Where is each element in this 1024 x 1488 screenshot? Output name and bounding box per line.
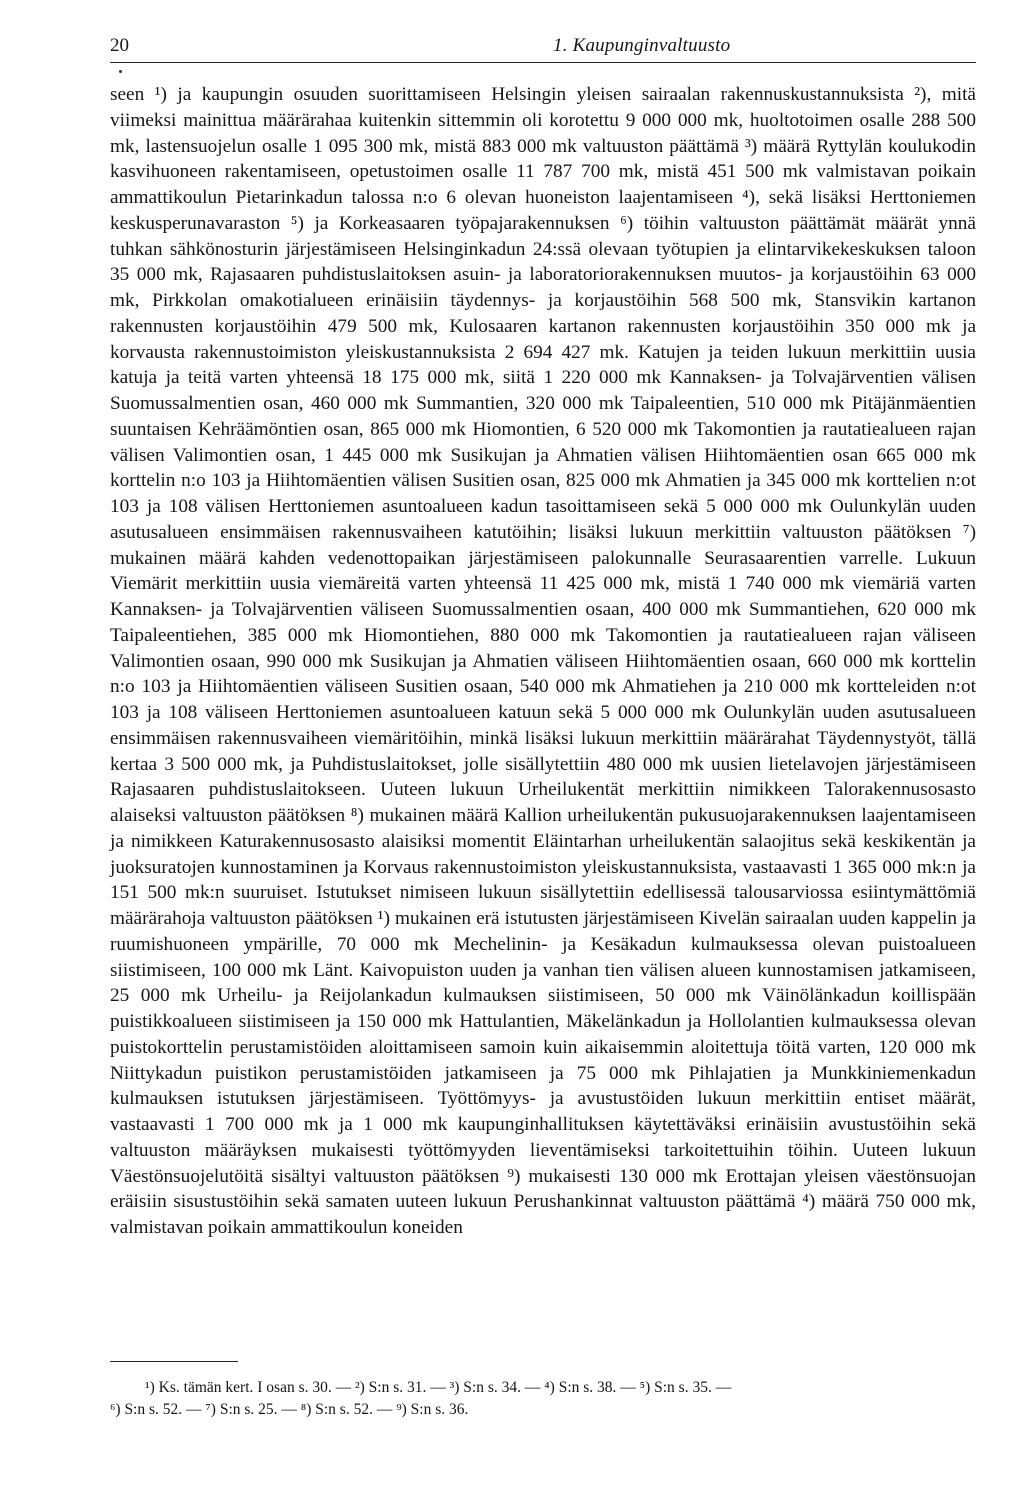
stray-ink-mark (119, 70, 122, 73)
footnote-line-2: ⁶) S:n s. 52. — ⁷) S:n s. 25. — ⁸) S:n s. 52. — ⁹) S:n s. 36. (110, 1401, 469, 1418)
page-number: 20 (110, 35, 129, 56)
running-head: 1. Kaupunginvaltuusto (553, 35, 731, 56)
footnote-divider (110, 1361, 238, 1362)
body-text (110, 82, 976, 1241)
footnote-line-1: ¹) Ks. tämän kert. I osan s. 30. — ²) S:n s. 31. — ³) S:n s. 34. — ⁴) S:n s. 38. — ⁵) S:n s. 35. — (145, 1379, 732, 1396)
body-paragraph: seen ¹) ja kaupungin osuuden suorittamiseen Helsingin yleisen sairaalan rakennuskustannuksista ²), mitä viimeksi mainittua määrärahaa kuitenkin sittemmin oli korotettu 9 000 000 mk, huoltotoimen osalle 288 500 mk, lastensuojelun osalle 1 095 300 mk, mistä 883 000 mk valtuuston päättämä ³) määrä Ryttylän koulukodin kasvihuoneen rakentamiseen, opetustoimen osalle 11 787 700 mk, mistä 451 500 mk valmistavan poikain ammattikoulun Pietarinkadun talossa n:o 6 olevan huoneiston laajentamiseen ⁴), sekä lisäksi Herttoniemen keskusperunavaraston ⁵) ja Korkeasaaren työpajarakennuksen ⁶) töihin valtuuston päättämät määrät ynnä tuhkan sähkönosturin järjestämiseen Helsinginkadun 24:ssä olevaan työtupien ja elintarvikekeskuksen taloon 35 000 mk, Rajasaaren puhdistuslaitoksen asuin- ja laboratoriorakennuksen muutos- ja korjaustöihin 63 000 mk, Pirkkolan omakotialueen erinäisiin täydennys- ja korjaustöihin 568 500 mk, Stansvikin kartanon rakennusten korjaustöihin 479 500 mk, Kulosaaren kartanon rakennusten korjaustöihin 350 000 mk ja korvausta rakennustoimiston yleiskustannuksista 2 694 427 mk. Katujen ja teiden lukuun merkittiin uusia katuja ja teitä varten yhteensä 18 175 000 mk, siitä 1 220 000 mk Kannaksen- ja Tolvajärventien välisen Suomussalmentien osan, 460 000 mk Summantien, 320 000 mk Taipaleentien, 510 000 mk Pitäjänmäentien suuntaisen Kehräämöntien osan, 865 000 mk Hiomontien, 6 520 000 mk Takomontien ja rautatiealueen rajan välisen Valimontien osan, 1 445 000 mk Susikujan ja Ahmatien välisen Hiihtomäentien osan 665 000 mk korttelin n:o 103 ja Hiihtomäentien välisen Susitien osan, 825 000 mk Ahmatien ja 345 000 mk korttelien n:ot 103 ja 108 välisen Herttoniemen asuntoalueen kadun tasoittamiseen sekä 5 000 000 mk Oulunkylän uuden asutusalueen ensimmäisen rakennusvaiheen katutöihin; lisäksi lukuun merkittiin valtuuston päätöksen ⁷) mukainen määrä kahden vedenottopaikan järjestämiseen palokunnalle Seurasaarentien varrelle. Lukuun Viemärit merkittiin uusia viemäreitä varten yhteensä 11 425 000 mk, mistä 1 740 000 mk viemäriä varten Kannaksen- ja Tolvajärventien väliseen Suomussalmentien osaan, 400 000 mk Summantiehen, 620 000 mk Taipaleentiehen, 385 000 mk Hiomontiehen, 880 000 mk Takomontien ja rautatiealueen rajan väliseen Valimontien osaan, 990 000 mk Susikujan ja Ahmatien väliseen Hiihtomäentien osaan, 660 000 mk korttelin n:o 103 ja Hiihtomäentien väliseen Susitien osaan, 540 000 mk Ahmatiehen ja 210 000 mk kortteleiden n:ot 103 ja 108 väliseen Herttoniemen asuntoalueen katuun sekä 5 000 000 mk Oulunkylän uuden asutusalueen ensimmäisen rakennusvaiheen viemäritöihin, minkä lisäksi lukuun merkittiin määrärahat Täydennystyöt, tällä kertaa 3 500 000 mk, ja Puhdistuslaitokset, jolle sisällytettiin 480 000 mk uusien lietelavojen järjestämiseen Rajasaaren puhdistuslaitokseen. Uuteen lukuun Urheilukentät merkittiin nimikkeen Talorakennusosasto alaiseksi valtuuston päätöksen ⁸) mukainen määrä Kallion urheilukentän pukusuojarakennuksen laajentamiseen ja nimikkeen Katurakennusosasto alaisiksi momentit Eläintarhan urheilukentän salaojitus sekä keskikentän ja juoksuratojen kunnostaminen ja Korvaus rakennustoimiston yleiskustannuksista, vastaavasti 1 365 000 mk:n ja 151 500 mk:n suuruiset. Istutukset nimiseen lukuun sisällytettiin edellisessä talousarviossa esiintymättömiä määrärahoja valtuuston päätöksen ¹) mukainen erä istutusten järjestämiseen Kivelän sairaalan uuden kappelin ja ruumishuoneen ympärille, 70 000 mk Mechelinin- ja Kesäkadun kulmauksessa olevan puistoalueen siistimiseen, 100 000 mk Länt. Kaivopuiston uuden ja vanhan tien välisen alueen kunnostamisen jatkamiseen, 25 000 mk Urheilu- ja Reijolankadun kulmauksen siistimiseen, 50 000 mk Väinölänkadun koillispään puistikkoalueen siistimiseen ja 150 000 mk Hattulantien, Mäkelänkadun ja Hollolantien kulmauksessa olevan puistokorttelin perustamistöiden aloittamiseen samoin kuin aikaisemmin aloitettuja töitä varten, 120 000 mk Niittykadun puistikon perustamistöiden jatkamiseen ja 75 000 mk Pihlajatien ja Munkkiniemenkadun kulmauksen istutuksen järjestämiseen. Työttömyys- ja avustustöiden lukuun merkittiin entiset määrät, vastaavasti 1 700 000 mk ja 1 000 mk kaupunginhallituksen käytettäväksi erinäisiin avustustöihin sekä valtuuston määräyksen mukaisesti työttömyyden lieventämiseksi tarkoitettuihin töihin. Uuteen lukuun Väestönsuojelutöitä sisältyi valtuuston päätöksen ⁹) mukaisesti 130 000 mk Erottajan yleisen väestönsuojan eräisiin sisustustöihin sekä samaten uuteen lukuun Perushankinnat valtuuston päättämä ⁴) määrä 750 000 mk, valmistavan poikain ammattikoulun koneiden (110, 84, 976, 1238)
footnotes (110, 1377, 976, 1421)
page-header (110, 36, 976, 63)
